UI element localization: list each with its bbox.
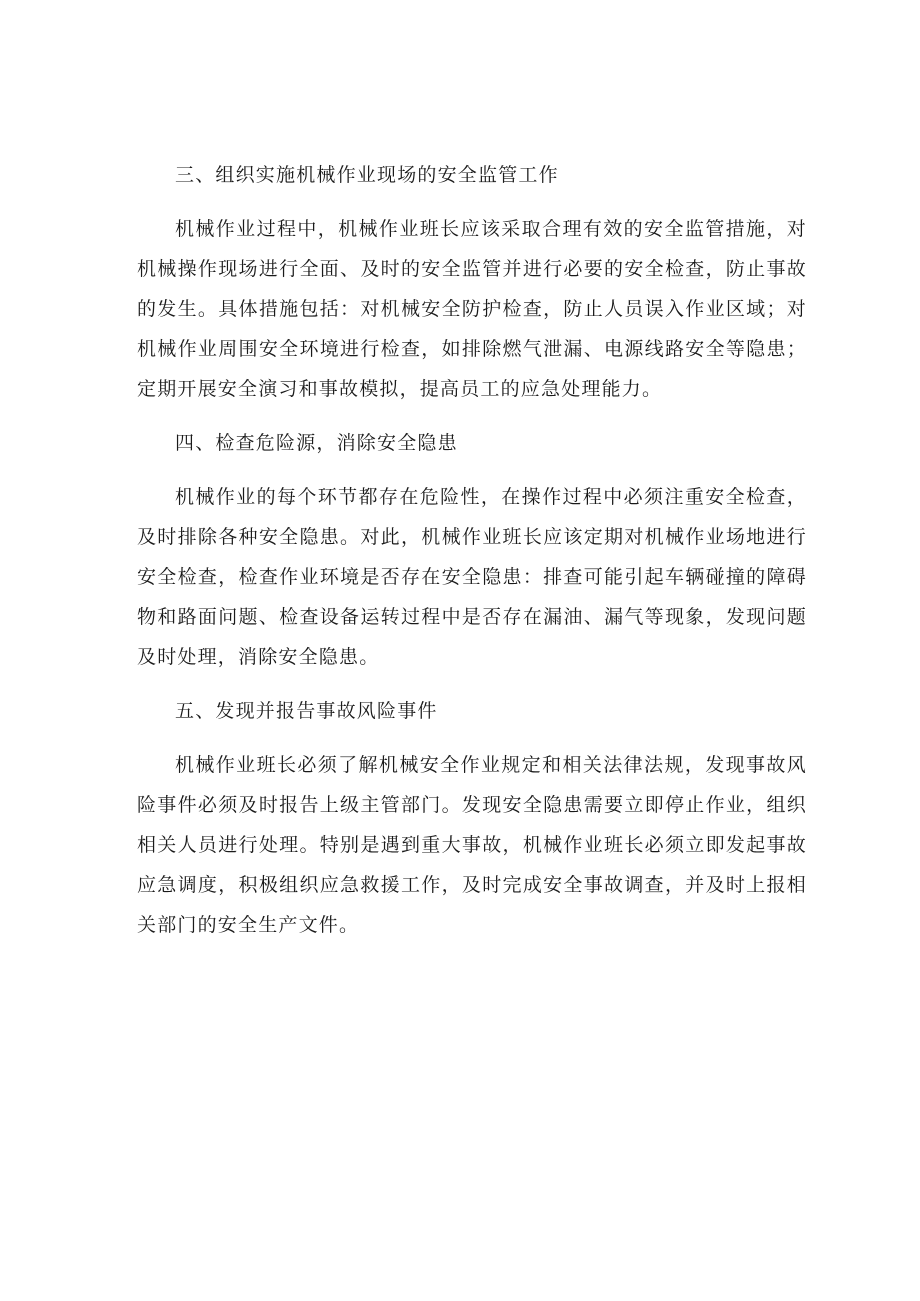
section-heading-4: 四、检查危险源，消除安全隐患 bbox=[175, 432, 458, 454]
section-paragraph-3: 机械作业过程中，机械作业班长应该采取合理有效的安全监管措施，对机械操作现场进行全面、及时的安全监管并进行必要的安全检查，防止事故的发生。具体措施包括：对机械安全防护检查，防止人员误入作业区域；对机械作业周围安全环境进行检查，如排除燃气泄漏、电源线路安全等隐患；定期开展安全演习和事故模拟，提高员工的应急处理能力。 bbox=[137, 218, 807, 400]
section-heading-3: 三、组织实施机械作业现场的安全监管工作 bbox=[175, 164, 559, 186]
section-paragraph-4: 机械作业的每个环节都存在危险性，在操作过程中必须注重安全检查，及时排除各种安全隐患。对此，机械作业班长应该定期对机械作业场地进行安全检查，检查作业环境是否存在安全隐患：排查可能引起车辆碰撞的障碍物和路面问题、检查设备运转过程中是否存在漏油、漏气等现象，发现问题及时处理，消除安全隐患。 bbox=[137, 486, 807, 668]
section-heading-5: 五、发现并报告事故风险事件 bbox=[175, 700, 438, 722]
section-paragraph-5: 机械作业班长必须了解机械安全作业规定和相关法律法规，发现事故风险事件必须及时报告上级主管部门。发现安全隐患需要立即停止作业，组织相关人员进行处理。特别是遇到重大事故，机械作业班长必须立即发起事故应急调度，积极组织应急救援工作，及时完成安全事故调查，并及时上报相关部门的安全生产文件。 bbox=[137, 754, 807, 936]
document-body bbox=[137, 155, 807, 959]
